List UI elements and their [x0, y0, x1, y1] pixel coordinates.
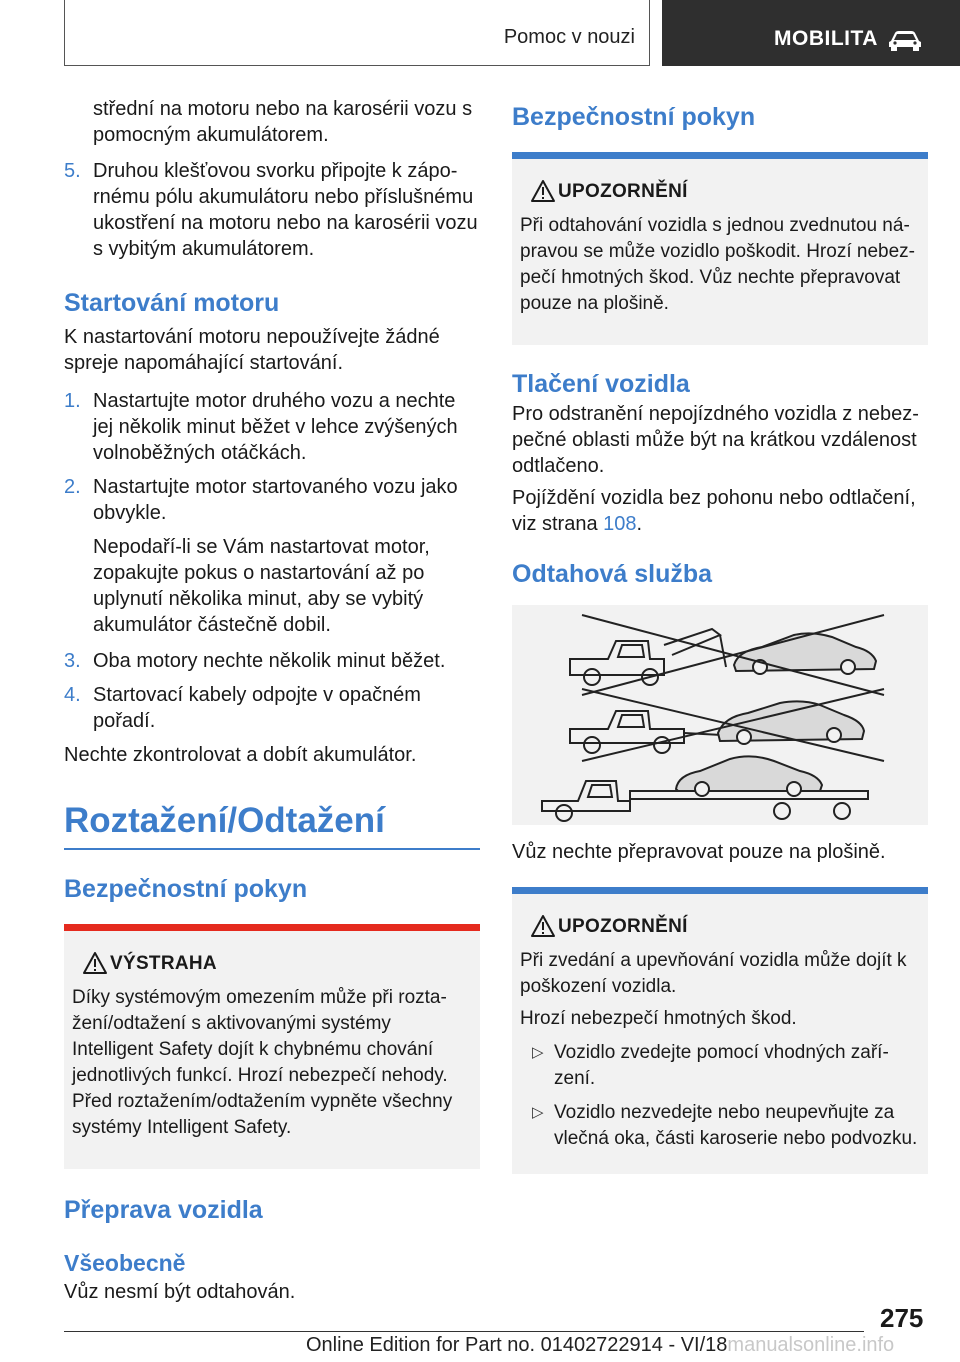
warning-title: VÝSTRAHA	[110, 953, 217, 974]
section-heading-safety: Bezpečnostní pokyn	[64, 875, 308, 903]
warning-header	[72, 951, 472, 977]
warning-triangle-icon	[530, 179, 556, 203]
subsection-heading-general: Všeobecně	[64, 1250, 186, 1276]
header-section-title: Pomoc v nouzi	[503, 26, 635, 48]
step-text: Nastartujte motor druhého vozu a nechte jej několik minut běžet v lehce zvýšených volnoběžných otáčkách.	[93, 390, 458, 464]
warning-box	[64, 924, 480, 1169]
warning-triangle-icon	[530, 914, 556, 938]
section-heading-safety-right: Bezpečnostní pokyn	[512, 103, 756, 131]
step-text: Druhou klešťovou svorku připojte k zápornému pólu akumulátoru nebo příslušnému ukostření na motoru nebo na karosérii vozu s vybitým akumulátorem.	[93, 160, 478, 260]
lifted-car-drawing	[734, 633, 876, 674]
caution-bullet-1	[520, 1040, 920, 1092]
footer-divider	[64, 1331, 864, 1332]
towing-diagram-image	[512, 605, 928, 825]
step-item-4	[64, 682, 480, 734]
general-text: Vůz nesmí být odtahován.	[64, 1281, 296, 1303]
pushing-text-1: Pro odstranění nepojízdného vozidla z nebezpečné oblasti může být na krátkou vzdálenost odtlačeno.	[512, 403, 919, 477]
left-column	[64, 96, 480, 1311]
caution-bullet-2	[520, 1100, 920, 1152]
step-number: 1.	[64, 390, 81, 412]
pushing-text-2-suffix: .	[636, 513, 643, 535]
step-item-3	[64, 648, 480, 674]
step-text: Startovací kabely odpojte v opačném pořadí.	[93, 684, 421, 732]
step-item-2	[64, 474, 480, 526]
caution-header	[520, 914, 920, 940]
footer-watermark: manualsonline.info	[727, 1334, 895, 1356]
caution-text-1: Při zvedání a upevňování vozidla může dojít k poškození vozidla.	[520, 950, 907, 997]
step-item-5	[64, 158, 480, 262]
warning-triangle-icon	[82, 951, 108, 975]
step-item-1	[64, 388, 480, 466]
caution-box-2	[512, 887, 928, 1174]
towing-illustration	[512, 605, 928, 825]
footer-edition	[306, 1334, 894, 1357]
right-column	[512, 96, 928, 1174]
step-text: Nastartujte motor startovaného vozu jako obvykle.	[93, 476, 458, 524]
caution-title: UPOZORNĚNÍ	[558, 181, 688, 202]
car-icon	[887, 27, 923, 51]
caution-header	[520, 179, 920, 205]
check-text: Nechte zkontrolovat a dobít akumulátor.	[64, 744, 417, 766]
caution-title: UPOZORNĚNÍ	[558, 916, 688, 937]
chapter-title: Roztažení/Odtažení	[64, 800, 480, 850]
section-heading-towing: Odtahová služba	[512, 560, 713, 588]
triangle-bullet-icon: ▷	[532, 1044, 544, 1061]
header-chapter-tab	[662, 0, 960, 66]
figure-caption: Vůz nechte přepravovat pouze na plošině.	[512, 841, 886, 863]
caution-text: Při odtahování vozidla s jednou zvednutou nápravou se může vozidlo poškodit. Hrozí nebezpečí hmotných škod. Vůz nechte přepravovat pouze na plošině.	[520, 215, 915, 314]
page-number: 275	[880, 1303, 924, 1333]
step2-extra: Nepodaří-li se Vám nastartovat motor, zopakujte pokus o nastartování až po uplynutí několika minut, aby se vybitý akumulátor částečně dobil.	[93, 536, 430, 636]
page-reference-link[interactable]: 108	[603, 513, 637, 535]
footer-edition-text: Online Edition for Part no. 01402722914 - VI/18	[306, 1334, 728, 1356]
bullet-text: Vozidlo nezvedejte nebo neupevňujte za vlečná oka, části karoserie nebo podvozku.	[554, 1102, 918, 1149]
section-heading-starting: Startování motoru	[64, 289, 280, 317]
caution-box-1	[512, 152, 928, 345]
bullet-text: Vozidlo zvedejte pomocí vhodných zařízení.	[554, 1042, 889, 1089]
caution-text-2: Hrozí nebezpečí hmotných škod.	[520, 1008, 797, 1029]
pushing-text-2-prefix: Pojíždění vozidla bez pohonu nebo odtlačení, viz strana	[512, 487, 916, 535]
header-chapter-label: MOBILITA	[774, 27, 878, 50]
step-text: Oba motory nechte několik minut běžet.	[93, 650, 446, 672]
triangle-bullet-icon: ▷	[532, 1104, 544, 1121]
pushing-text-2	[512, 485, 928, 537]
warning-text: Díky systémovým omezením může při roztažení/odtažení s aktivovanými systémy Intelligent Safety dojít k chybnému chování jednotlivých funkcí. Hrozí nebezpečí nehody. Před roztažením/odtažením vypněte všechny systémy Intelligent Safety.	[72, 987, 453, 1138]
starting-intro: K nastartování motoru nepoužívejte žádné spreje napomáhající startování.	[64, 326, 440, 374]
step-number: 5.	[64, 160, 81, 182]
page-header	[0, 0, 960, 66]
step-number: 3.	[64, 650, 81, 672]
step-number: 4.	[64, 684, 81, 706]
step4-continuation: střední na motoru nebo na karosérii vozu s pomocným akumulátorem.	[93, 98, 473, 146]
section-heading-pushing: Tlačení vozidla	[512, 370, 690, 398]
section-heading-transport: Přeprava vozidla	[64, 1196, 263, 1224]
step-number: 2.	[64, 476, 81, 498]
car-on-platform-drawing	[676, 756, 822, 796]
